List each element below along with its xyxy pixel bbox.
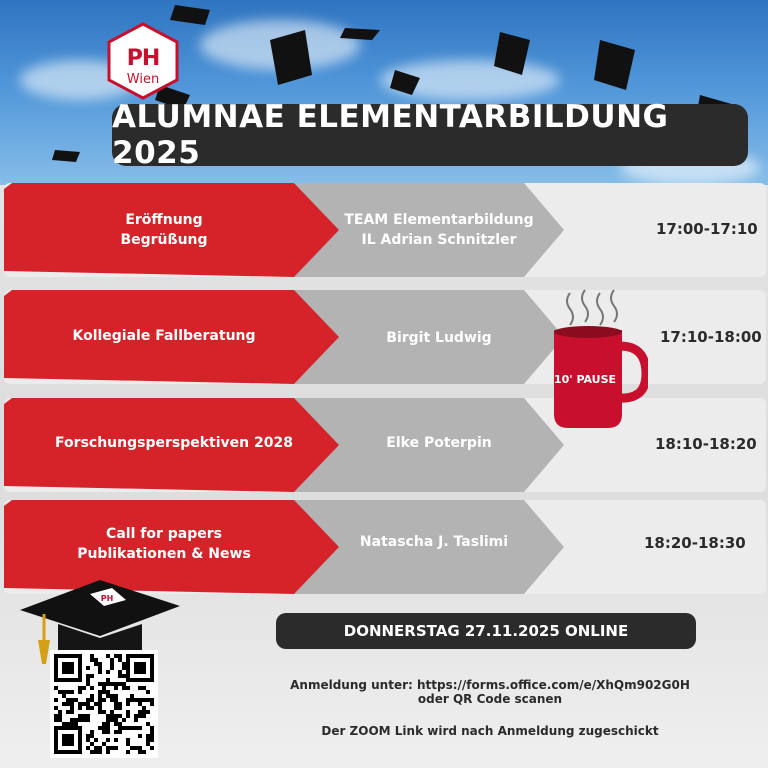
topic-line: Begrüßung <box>120 232 208 248</box>
speaker-line: Elke Poterpin <box>386 435 492 451</box>
logo-mark: PH <box>126 46 160 71</box>
schedule-row <box>4 398 766 492</box>
pause-label: 10' PAUSE <box>553 373 617 386</box>
speaker-line: Natascha J. Taslimi <box>359 534 509 550</box>
time-slot: 17:00-17:10 <box>656 220 758 238</box>
topic-line: Publikationen & News <box>77 546 251 562</box>
speaker-line: TEAM Elementarbildung <box>344 212 534 228</box>
topic-line: Call for papers <box>106 526 222 542</box>
qr-hint: oder QR Code scanen <box>417 692 563 706</box>
date-bar <box>276 613 696 649</box>
page-title: ALUMNAE ELEMENTARBILDUNG 2025 <box>112 99 669 171</box>
logo-city: Wien <box>126 72 160 87</box>
topic-line: Eröffnung <box>125 212 203 228</box>
coffee-mug-icon <box>548 288 648 438</box>
registration-info <box>280 678 700 706</box>
time-slot: 17:10-18:00 <box>660 328 762 346</box>
title-bar <box>112 99 748 171</box>
qr-code-icon[interactable] <box>50 650 158 758</box>
registration-link[interactable]: Anmeldung unter: https://forms.office.com/e/XhQm902G0H <box>290 678 690 692</box>
ph-wien-logo <box>104 22 182 100</box>
zoom-note: Der ZOOM Link wird nach Anmeldung zugeschickt <box>321 724 659 738</box>
svg-text:PH: PH <box>100 594 114 603</box>
schedule-row <box>4 290 766 384</box>
speaker-line: IL Adrian Schnitzler <box>361 232 517 248</box>
event-date: DONNERSTAG 27.11.2025 ONLINE <box>343 622 629 640</box>
topic-line: Forschungsperspektiven 2028 <box>55 435 293 451</box>
topic-line: Kollegiale Fallberatung <box>72 328 256 344</box>
speaker-line: Birgit Ludwig <box>386 330 492 346</box>
time-slot: 18:10-18:20 <box>655 435 757 453</box>
time-slot: 18:20-18:30 <box>644 534 746 552</box>
schedule-row <box>4 183 766 277</box>
